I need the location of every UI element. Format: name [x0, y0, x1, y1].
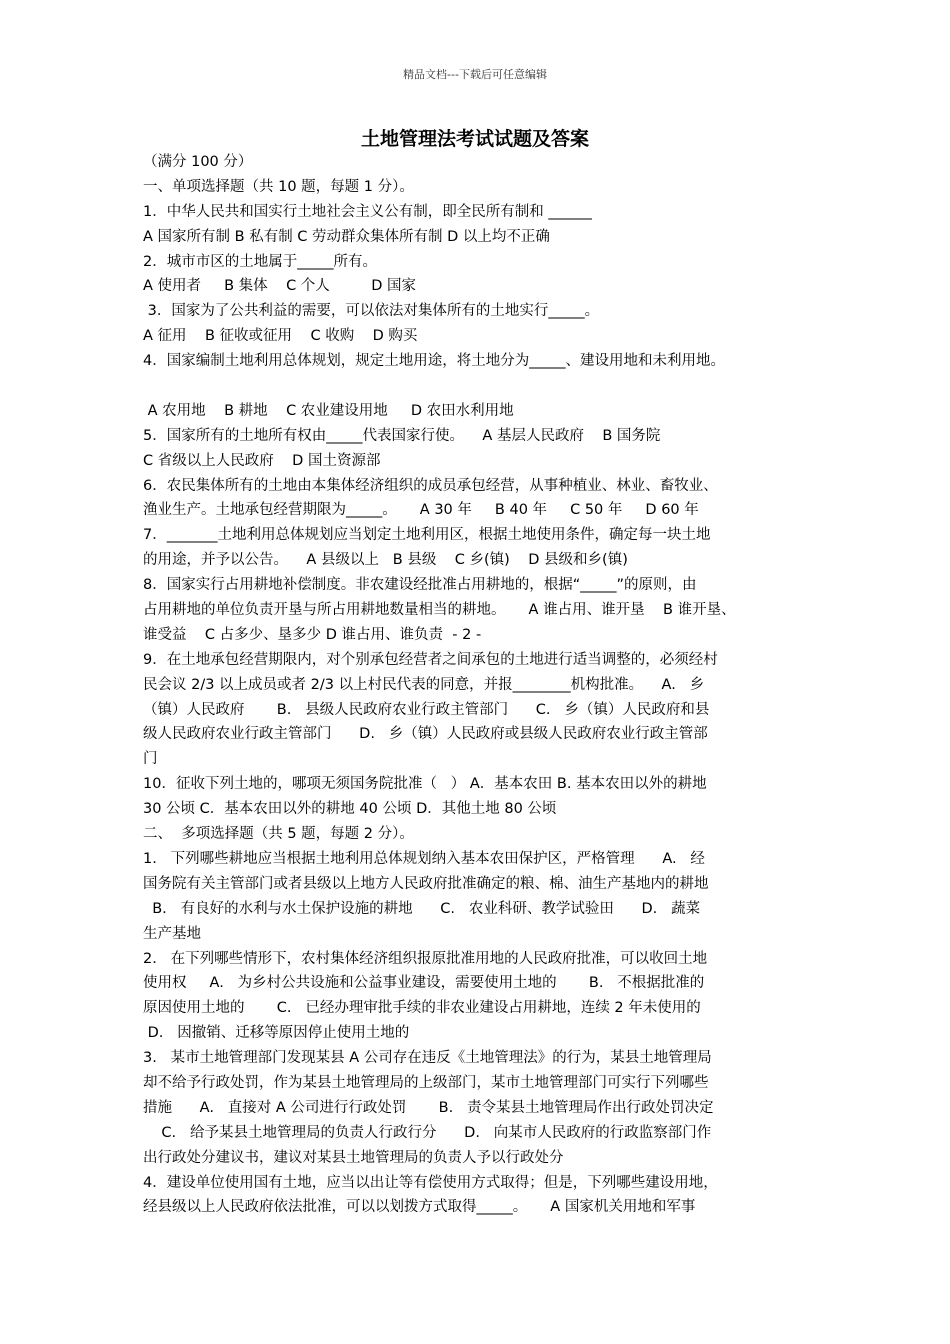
text-line: 一、单项选择题（共 10 题，每题 1 分）。: [143, 178, 414, 195]
text-line: 30 公顷 C．基本农田以外的耕地 40 公顷 D．其他土地 80 公顷: [143, 801, 557, 818]
text-line: 2．城市市区的土地属于_____所有。: [143, 253, 377, 270]
text-line: 2. 在下列哪些情形下，农村集体经济组织报原批准用地的人民政府批准，可以收回土地: [143, 950, 708, 967]
text-line: 渔业生产。土地承包经营期限为_____。 A 30 年 B 40 年 C 50 年 D 60 年: [143, 502, 699, 519]
text-line: 国务院有关主管部门或者县级以上地方人民政府批准确定的粮、棉、油生产基地内的耕地: [143, 875, 709, 892]
text-line: 5．国家所有的土地所有权由_____代表国家行使。 A 基层人民政府 B 国务院: [143, 427, 661, 444]
text-line: 8．国家实行占用耕地补偿制度。非农建设经批准占用耕地的，根据“_____”的原则，由: [143, 577, 697, 594]
text-line: 二、 多项选择题（共 5 题，每题 2 分）。: [143, 826, 414, 843]
text-line: A 征用 B 征收或征用 C 收购 D 购买: [143, 328, 418, 345]
blank-line: [143, 374, 818, 399]
text-line: 占用耕地的单位负责开垦与所占用耕地数量相当的耕地。 A 谁占用、谁开垦 B 谁开垦、: [143, 602, 736, 619]
text-line: 3. 某市土地管理部门发现某县 A 公司存在违反《土地管理法》的行为，某县土地管理局: [143, 1050, 712, 1067]
page-title: 土地管理法考试试题及答案: [360, 128, 589, 150]
text-line: 9．在土地承包经营期限内，对个别承包经营者之间承包的土地进行适当调整的，必须经村: [143, 651, 718, 668]
text-line: C 省级以上人民政府 D 国土资源部: [143, 452, 381, 469]
text-line: 的用途，并予以公告。 A 县级以上 B 县级 C 乡(镇) D 县级和乡(镇): [143, 552, 628, 569]
text-line: A 使用者 B 集体 C 个人 D 国家: [143, 278, 417, 295]
text-line: 使用权 A. 为乡村公共设施和公益事业建设，需要使用土地的 B. 不根据批准的: [143, 975, 705, 992]
text-line: A 农用地 B 耕地 C 农业建设用地 D 农田水利用地: [143, 402, 514, 419]
text-line: 级人民政府农业行政主管部门 D. 乡（镇）人民政府或县级人民政府农业行政主管部: [143, 726, 708, 743]
text-line: 民会议 2/3 以上成员或者 2/3 以上村民代表的同意，并报________机构批准。 A. 乡: [143, 676, 705, 693]
text-line: 措施 A. 直接对 A 公司进行行政处罚 B. 责令某县土地管理局作出行政处罚决定: [143, 1099, 714, 1116]
text-line: 7．_______土地利用总体规划应当划定土地利用区，根据土地使用条件，确定每一块土地: [143, 527, 711, 544]
text-line: 3．国家为了公共利益的需要，可以依法对集体所有的土地实行_____。: [143, 303, 600, 320]
text-line: 出行政处分建议书，建议对某县土地管理局的负责人予以行政处分: [143, 1149, 564, 1166]
text-line: 10．征收下列土地的，哪项无须国务院批准（ ） A．基本农田 B. 基本农田以外的耕地: [143, 776, 707, 793]
text-line: 生产基地: [143, 925, 201, 942]
text-line: 原因使用土地的 C. 已经办理审批手续的非农业建设占用耕地，连续 2 年未使用的: [143, 1000, 701, 1017]
text-line: 1. 下列哪些耕地应当根据土地利用总体规划纳入基本农田保护区，严格管理 A. 经: [143, 850, 705, 867]
text-line: 门: [143, 751, 158, 768]
text-line: 经县级以上人民政府依法批准，可以以划拨方式取得_____。 A 国家机关用地和军事: [143, 1199, 696, 1216]
text-line: 却不给予行政处罚，作为某县土地管理局的上级部门，某市土地管理部门可实行下列哪些: [143, 1074, 709, 1091]
text-line: 4．建设单位使用国有土地，应当以出让等有偿使用方式取得；但是，下列哪些建设用地，: [143, 1174, 718, 1191]
text-line: 谁受益 C 占多少、垦多少 D 谁占用、谁负责 - 2 -: [143, 626, 482, 643]
text-line: 6．农民集体所有的土地由本集体经济组织的成员承包经营，从事种植业、林业、畜牧业、: [143, 477, 718, 494]
text-line: C. 给予某县土地管理局的负责人行政行分 D. 向某市人民政府的行政监察部门作: [143, 1124, 712, 1141]
text-line: 4．国家编制土地利用总体规划，规定土地用途，将土地分为_____、建设用地和未利用地。: [143, 353, 725, 370]
page-header: 精品文档---下载后可任意编辑: [403, 68, 547, 81]
text-line: 1．中华人民共和国实行土地社会主义公有制，即全民所有制和 ______: [143, 203, 592, 220]
text-line: D. 因撤销、迁移等原因停止使用土地的: [143, 1025, 410, 1042]
text-line: A 国家所有制 B 私有制 C 劳动群众集体所有制 D 以上均不正确: [143, 228, 550, 245]
text-line: （满分 100 分）: [143, 154, 253, 170]
document-body: [143, 150, 818, 1220]
text-line: （镇）人民政府 B. 县级人民政府农业行政主管部门 C. 乡（镇）人民政府和县: [143, 701, 710, 718]
text-line: B. 有良好的水利与水土保护设施的耕地 C. 农业科研、教学试验田 D. 蔬菜: [143, 900, 701, 917]
